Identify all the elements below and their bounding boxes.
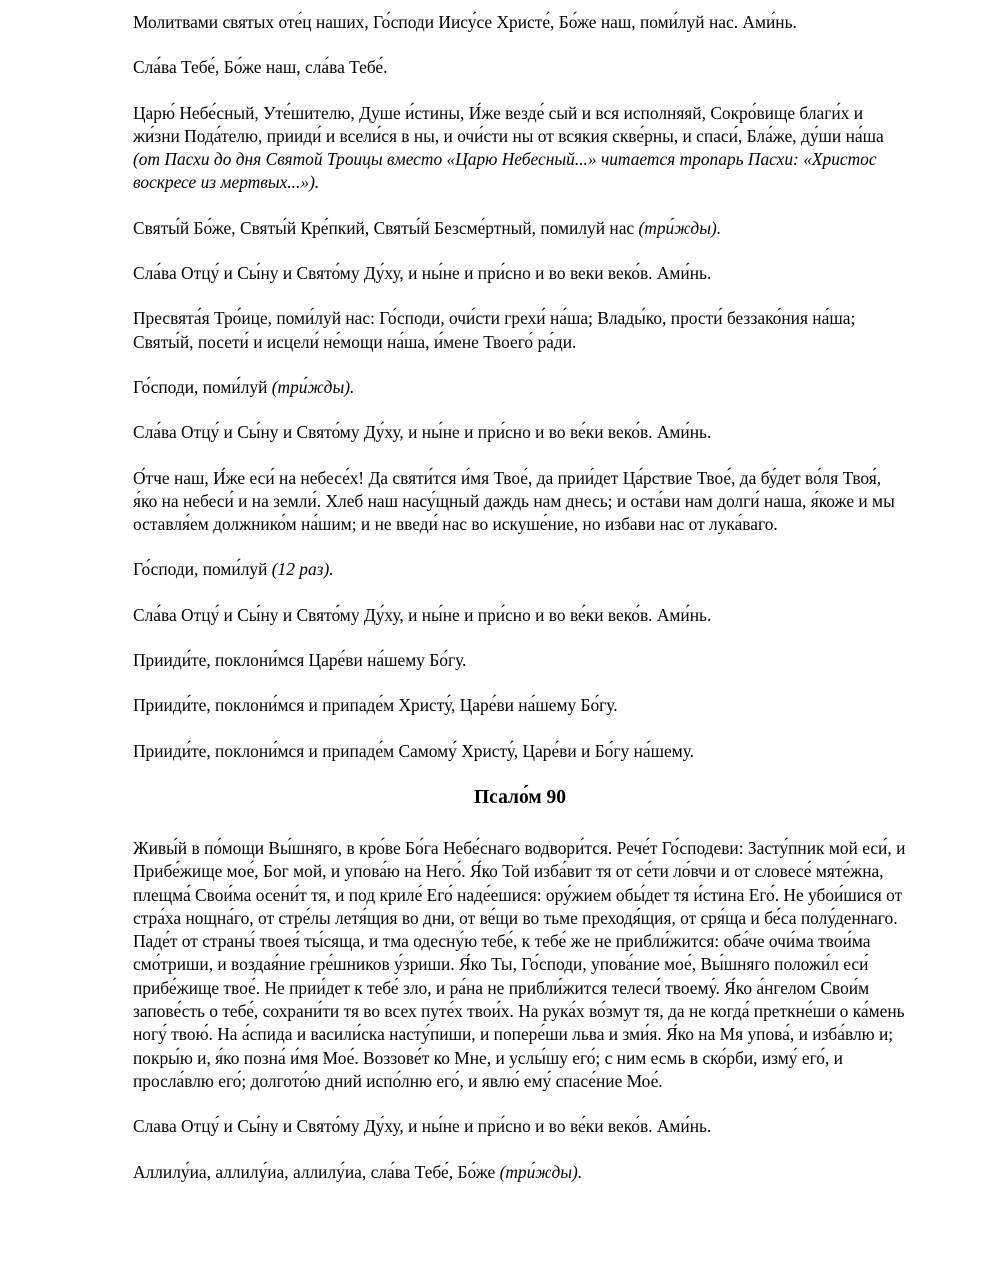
rubric-note: (от Пасхи до дня Святой Троицы вместо «Царю Небесный...» читается тропарь Пасхи: «Христос воскресе из мертвых...»). [133, 149, 877, 193]
text-run: Сла́ва Отцу́ и Сы́ну и Свято́му Ду́ху, и ны́не и при́сно и во ве́ки веко́в. Ами́нь. [133, 604, 712, 625]
prayer-paragraph [133, 694, 907, 717]
rubric-note: (три́жды). [271, 376, 355, 397]
text-run: Аллилу́иа, аллилу́иа, аллилу́иа, сла́ва Тебе́, Бо́же [133, 1161, 500, 1182]
prayer-paragraph [133, 467, 907, 537]
prayer-paragraph [133, 1161, 907, 1184]
text-run: Пресвята́я Тро́ице, поми́луй нас: Го́споди, очи́сти грехи́ на́ша; Влады́ко, прости́ беззако́ния на́ша; Святы́й, посети́ и исцели́ не́мощи на́ша, и́мене Твоего́ ра́ди. [133, 308, 856, 352]
psalm-90-heading [133, 785, 907, 811]
text-run: Го́споди, поми́луй [133, 376, 272, 397]
text-run: Сла́ва Отцу́ и Сы́ну и Свято́му Ду́ху, и ны́не и при́сно и во веки веко́в. Ами́нь. [133, 263, 712, 284]
text-run: Прииди́те, поклони́мся и припаде́м Христу́, Царе́ви на́шему Бо́гу. [133, 695, 618, 716]
prayer-paragraph [133, 376, 907, 399]
text-run: Сла́ва Отцу́ и Сы́ну и Свято́му Ду́ху, и ны́не и при́сно и во ве́ки веко́в. Ами́нь. [133, 422, 712, 443]
rubric-note: (три́жды). [499, 1161, 583, 1182]
prayer-paragraph [133, 1115, 907, 1138]
text-run: Царю́ Небе́сный, Уте́шителю, Душе и́стины, И́же везде́ сый и вся исполняяй, Сокро́вище благи́х и жи́зни Пода́телю, прииди́ и всели́ся в ны, и очи́сти ны от всякия скве́рны, и спаси́, Бла́же, ду́ши на́ша [133, 102, 884, 146]
text-run: Молитвами святых оте́ц наших, Го́споди Иису́се Христе́, Бо́же наш, поми́луй нас. Ами́нь. [133, 12, 797, 32]
rubric-note: (три́жды). [638, 217, 722, 238]
prayer-paragraph [133, 604, 907, 627]
document-body [133, 11, 907, 1184]
text-run: Живы́й в по́мощи Вы́шняго, в кро́ве Бо́га Небе́снаго водвори́тся. Рече́т Го́сподеви: Засту́пник мой еси́, и Прибе́жище мое́, Бог мой, и упова́ю на Него́. Я́ко Той изба́вит тя от се́ти ло́вчи и от словесе́ мяте́жна, плещма́ Свои́ма осени́т тя, и под криле́ Его́ наде́ешися: ору́жием обы́дет тя и́стина Его́. Не убои́шися от стра́ха нощна́го, от стре́лы летя́щия во дни, от ве́щи во тьме преходя́щия, от сря́ща и бе́са полу́деннаго. Паде́т от страны́ твоея́ ты́сяща, и тма одесну́ю тебе́, к тебе́ же не прибли́жится: оба́че очи́ма твои́ма смо́триши, и воздая́ние гре́шников у́зриши. Я́ко Ты, Го́споди, упова́ние мое́, Вы́шняго положи́л еси́ прибе́жище твое́. Не прии́дет к тебе́ зло, и ра́на не прибли́жится телеси́ твоему́. Я́ко а́нгелом Свои́м запове́сть о тебе́, сохрани́ти тя во всех путе́х твои́х. На рука́х во́змут тя, да не когда́ преткне́ши о ка́мень ногу́ твою́. На а́спида и васили́ска насту́пиши, и попере́ши льва и зми́я. Я́ко на Мя упова́, и изба́влю и; покры́ю и, я́ко позна́ и́мя Мое́. Воззове́т ко Мне, и услы́шу его́; с ним есмь в ско́рби, изму́ его́, и просла́влю его́; долгото́ю дний испо́лню его́, и явлю́ ему́ спасе́ние Мое́. [133, 837, 906, 1091]
prayer-paragraph [133, 11, 907, 34]
prayer-paragraph [133, 740, 907, 763]
text-run: Го́споди, поми́луй [133, 559, 272, 580]
text-run: О́тче наш, И́же еси́ на небесе́х! Да святи́тся и́мя Твое́, да прии́дет Ца́рствие Твое́, да бу́дет во́ля Твоя́, я́ко на небеси́ и на земли́. Хлеб наш насу́щный даждь нам днесь; и оста́ви нам долги́ наша, я́коже и мы оставля́ем должнико́м на́шим; и не введи́ нас во искуше́ние, но избави нас от лука́ваго. [133, 467, 895, 535]
text-run: Псало́м 90 [474, 786, 566, 808]
prayer-paragraph [133, 421, 907, 444]
prayer-paragraph [133, 649, 907, 672]
prayer-paragraph [133, 102, 907, 195]
prayer-paragraph [133, 56, 907, 79]
prayer-paragraph [133, 262, 907, 285]
prayer-paragraph [133, 837, 907, 1093]
text-run: Сла́ва Тебе́, Бо́же наш, сла́ва Тебе́. [133, 57, 388, 78]
rubric-note: (12 раз). [271, 559, 334, 580]
text-run: Святы́й Бо́же, Святы́й Кре́пкий, Святы́й Безсме́ртный, помилуй нас [133, 217, 639, 238]
prayer-paragraph [133, 217, 907, 240]
text-run: Слава Отцу́ и Сы́ну и Свято́му Ду́ху, и ны́не и при́сно и во ве́ки веко́в. Ами́нь. [133, 1116, 712, 1137]
text-run: Прииди́те, поклони́мся Царе́ви на́шему Бо́гу. [133, 650, 467, 671]
text-run: Прииди́те, поклони́мся и припаде́м Самому́ Христу́, Царе́ви и Бо́гу на́шему. [133, 740, 694, 761]
prayer-paragraph [133, 307, 907, 354]
prayer-paragraph [133, 558, 907, 581]
